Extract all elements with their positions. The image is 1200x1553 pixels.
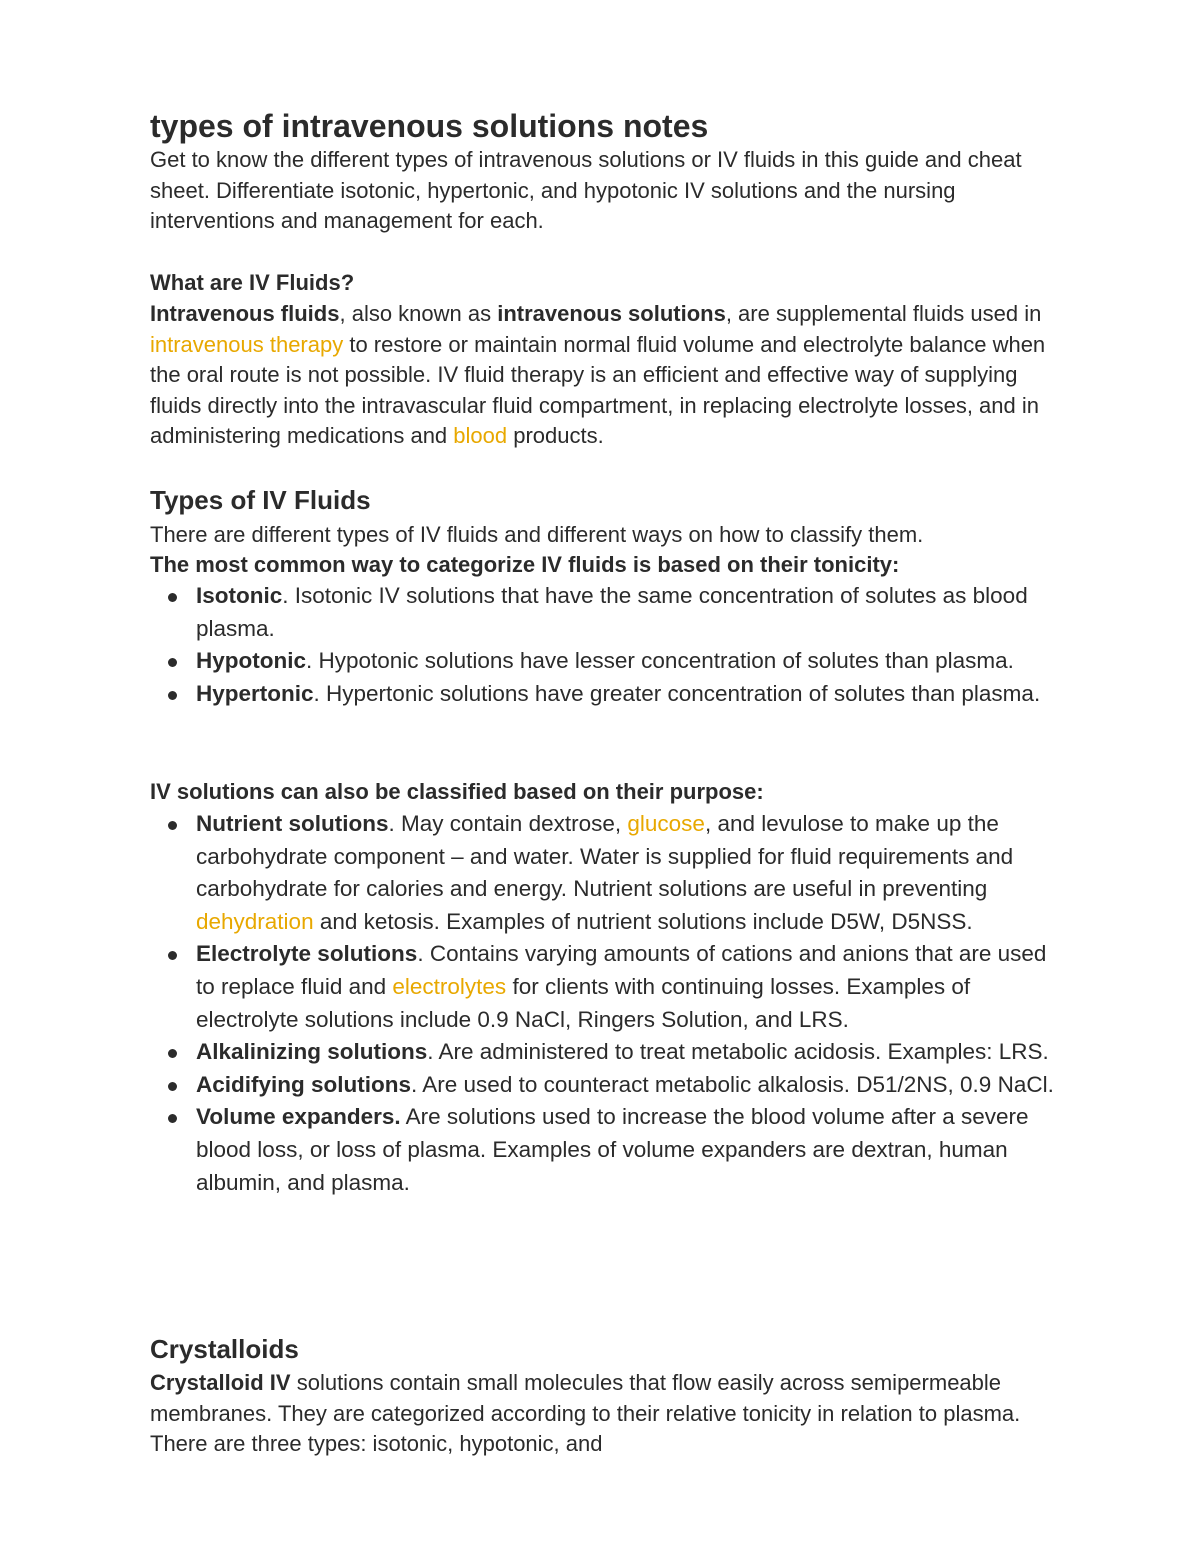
term-alkalinizing-solutions: Alkalinizing solutions bbox=[196, 1039, 428, 1065]
bullet-icon bbox=[168, 821, 177, 830]
item-text: . Contains varying amounts of cations and anions that are used to replace fluid and bbox=[196, 941, 1047, 999]
list-item bbox=[150, 1101, 1070, 1199]
link-dehydration[interactable]: dehydration bbox=[196, 908, 314, 934]
list-item bbox=[150, 678, 1070, 711]
term-hypotonic: Hypotonic bbox=[196, 648, 306, 674]
text-fragment: to restore or maintain normal fluid volume and electrolyte balance when the oral route is not possible. IV fluid therapy is an efficient and effective way of supplying fluids directly into the intravascular fluid compartment, in replacing electrolyte losses, and in administering medications and bbox=[150, 331, 1046, 448]
link-blood[interactable]: blood bbox=[453, 423, 508, 448]
bullet-icon bbox=[168, 691, 177, 700]
link-intravenous-therapy[interactable]: intravenous therapy bbox=[150, 331, 344, 357]
item-text: . Isotonic IV solutions that have the same concentration of solutes as blood plasma. bbox=[196, 583, 1028, 641]
term-intravenous-solutions: intravenous solutions bbox=[497, 301, 726, 326]
text-fragment: products. bbox=[507, 423, 604, 448]
document-title: types of intravenous solutions notes bbox=[150, 108, 709, 144]
text-fragment: , are supplemental fluids used in bbox=[725, 301, 1042, 326]
term-acidifying-solutions: Acidifying solutions bbox=[196, 1071, 412, 1097]
term-crystalloid-iv: Crystalloid IV bbox=[150, 1370, 291, 1395]
types-of-iv-fluids-heading: Types of IV Fluids bbox=[150, 485, 371, 515]
list-item bbox=[150, 645, 1070, 678]
what-are-paragraph bbox=[150, 299, 1070, 452]
list-item bbox=[150, 938, 1070, 1036]
term-hypertonic: Hypertonic bbox=[196, 680, 314, 706]
bullet-icon bbox=[168, 1114, 177, 1123]
list-item bbox=[150, 1069, 1070, 1102]
what-are-iv-fluids-heading: What are IV Fluids? bbox=[150, 270, 355, 295]
item-text: . Hypertonic solutions have greater concentration of solutes than plasma. bbox=[313, 680, 1041, 706]
purpose-heading: IV solutions can also be classified based on their purpose: bbox=[150, 779, 764, 804]
bullet-icon bbox=[168, 658, 177, 667]
term-isotonic: Isotonic bbox=[196, 583, 283, 608]
tonicity-heading: The most common way to categorize IV fluids is based on their tonicity: bbox=[150, 552, 900, 577]
bullet-icon bbox=[168, 951, 177, 960]
bullet-icon bbox=[168, 1082, 177, 1091]
item-text: for clients with continuing losses. Examples of electrolyte solutions include 0.9 NaCl, Ringers Solution, and LRS. bbox=[196, 973, 971, 1032]
term-volume-expanders: Volume expanders. bbox=[196, 1104, 401, 1130]
bullet-icon bbox=[168, 593, 177, 602]
purpose-list bbox=[150, 808, 1070, 1199]
crystalloids-paragraph bbox=[150, 1368, 1070, 1460]
text-fragment: , also known as bbox=[339, 301, 498, 326]
types-intro: There are different types of IV fluids and different ways on how to classify them. bbox=[150, 522, 924, 547]
term-electrolyte-solutions: Electrolyte solutions bbox=[196, 941, 418, 967]
item-text: Are solutions used to increase the blood volume after a severe blood loss, or loss of plasma. Examples of volume expanders are dextran, human albumin, and plasma. bbox=[196, 1104, 1029, 1195]
term-nutrient-solutions: Nutrient solutions bbox=[196, 811, 389, 836]
link-electrolytes[interactable]: electrolytes bbox=[392, 973, 507, 999]
link-glucose[interactable]: glucose bbox=[627, 811, 705, 836]
list-item bbox=[150, 580, 1070, 645]
term-intravenous-fluids: Intravenous fluids bbox=[150, 301, 340, 326]
item-text: , and levulose to make up the carbohydrate component – and water. Water is supplied for fluid requirements and carbohydrate for calories and energy. Nutrient solutions are useful in preventing bbox=[196, 811, 1014, 902]
list-item bbox=[150, 1036, 1070, 1069]
crystalloids-heading: Crystalloids bbox=[150, 1334, 299, 1364]
item-text: and ketosis. Examples of nutrient solutions include D5W, D5NSS. bbox=[313, 908, 973, 934]
item-text: . Are administered to treat metabolic acidosis. Examples: LRS. bbox=[427, 1039, 1049, 1065]
paragraph-text: solutions contain small molecules that flow easily across semipermeable membranes. They are categorized according to their relative tonicity in relation to plasma. There are three types: isotonic, hypotonic, and bbox=[150, 1370, 1021, 1456]
tonicity-list bbox=[150, 580, 1070, 710]
item-text: . Hypotonic solutions have lesser concentration of solutes than plasma. bbox=[306, 648, 1014, 674]
item-text: . Are used to counteract metabolic alkalosis. D51/2NS, 0.9 NaCl. bbox=[411, 1071, 1054, 1097]
bullet-icon bbox=[168, 1049, 177, 1058]
item-text: . May contain dextrose, bbox=[388, 811, 628, 836]
intro-paragraph: Get to know the different types of intravenous solutions or IV fluids in this guide and cheat sheet. Differentiate isotonic, hypertonic, and hypotonic IV solutions and the nursing interventions and management for each. bbox=[150, 147, 1022, 233]
list-item bbox=[150, 808, 1070, 938]
